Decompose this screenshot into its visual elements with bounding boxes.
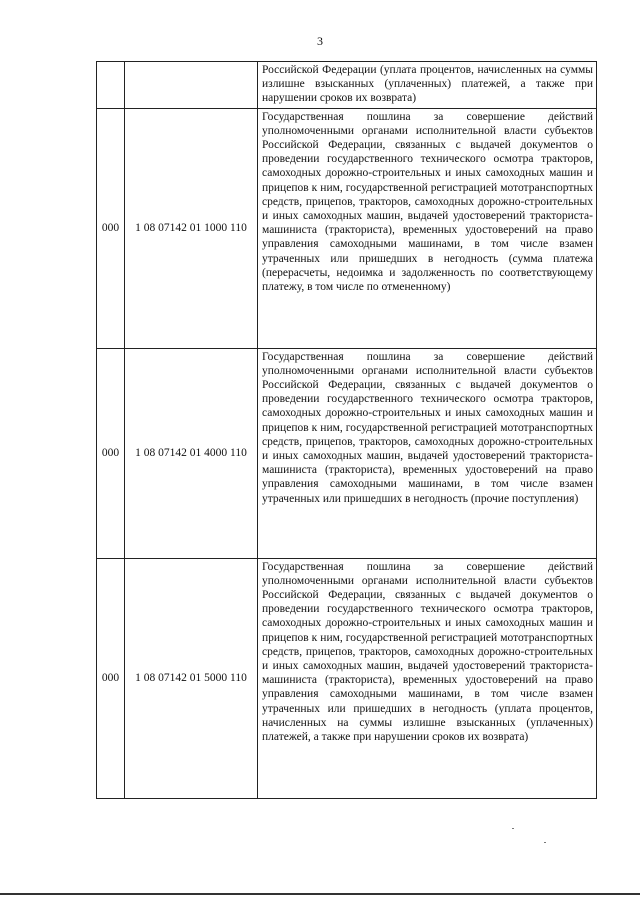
budget-codes-table (96, 61, 597, 799)
kbk-code-cell: 1 08 07142 01 5000 110 (125, 558, 258, 798)
table-row (97, 108, 597, 348)
table-row (97, 348, 597, 558)
admin-code-cell: 000 (97, 558, 125, 798)
scan-speck (512, 828, 514, 829)
scan-edge-line (0, 893, 640, 895)
kbk-code-cell: 1 08 07142 01 4000 110 (125, 348, 258, 558)
description-cell: Государственная пошлина за совершение действий уполномоченными органами исполнительной власти субъектов Российской Федерации, связанных с выдачей документов о проведении государственного технического осмотра тракторов, самоходных дорожно-строительных и иных самоходных машин и прицепов к ним, государственной регистрацией мототранспортных средств, прицепов, тракторов, самоходных дорожно-строительных и иных самоходных машин, выдачей удостоверений тракториста-машиниста (тракториста), временных удостоверений на право управления самоходными машинами, в том числе взамен утраченных или пришедших в негодность (прочие поступления) (258, 348, 597, 558)
admin-code-cell: 000 (97, 108, 125, 348)
admin-code-cell (97, 62, 125, 109)
kbk-code-cell (125, 62, 258, 109)
table-row (97, 558, 597, 798)
description-cell: Государственная пошлина за совершение действий уполномоченными органами исполнительной власти субъектов Российской Федерации, связанных с выдачей документов о проведении государственного технического осмотра тракторов, самоходных дорожно-строительных и иных самоходных машин и прицепов к ним, государственной регистрацией мототранспортных средств, прицепов, тракторов, самоходных дорожно-строительных и иных самоходных машин, выдачей удостоверений тракториста-машиниста (тракториста), временных удостоверений на право управления самоходными машинами, в том числе взамен утраченных или пришедших в негодность (уплата процентов, начисленных на суммы излишне взысканных (уплаченных) платежей, а также при нарушении сроков их возврата) (258, 558, 597, 798)
table-row (97, 62, 597, 109)
page-number: 3 (317, 34, 323, 48)
scan-speck (544, 842, 546, 843)
description-cell: Российской Федерации (уплата процентов, начисленных на суммы излишне взысканных (уплаченных) платежей, а также при нарушении сроков их возврата) (258, 62, 597, 109)
admin-code-cell: 000 (97, 348, 125, 558)
description-cell: Государственная пошлина за совершение действий уполномоченными органами исполнительной власти субъектов Российской Федерации, связанных с выдачей документов о проведении государственного технического осмотра тракторов, самоходных дорожно-строительных и иных самоходных машин и прицепов к ним, государственной регистрацией мототранспортных средств, прицепов, тракторов, самоходных дорожно-строительных и иных самоходных машин, выдачей удостоверений тракториста-машиниста (тракториста), временных удостоверений на право управления самоходными машинами, в том числе взамен утраченных или пришедших в негодность (сумма платежа (перерасчеты, недоимка и задолженность по соответствующему платежу, в том числе по отмененному) (258, 108, 597, 348)
kbk-code-cell: 1 08 07142 01 1000 110 (125, 108, 258, 348)
